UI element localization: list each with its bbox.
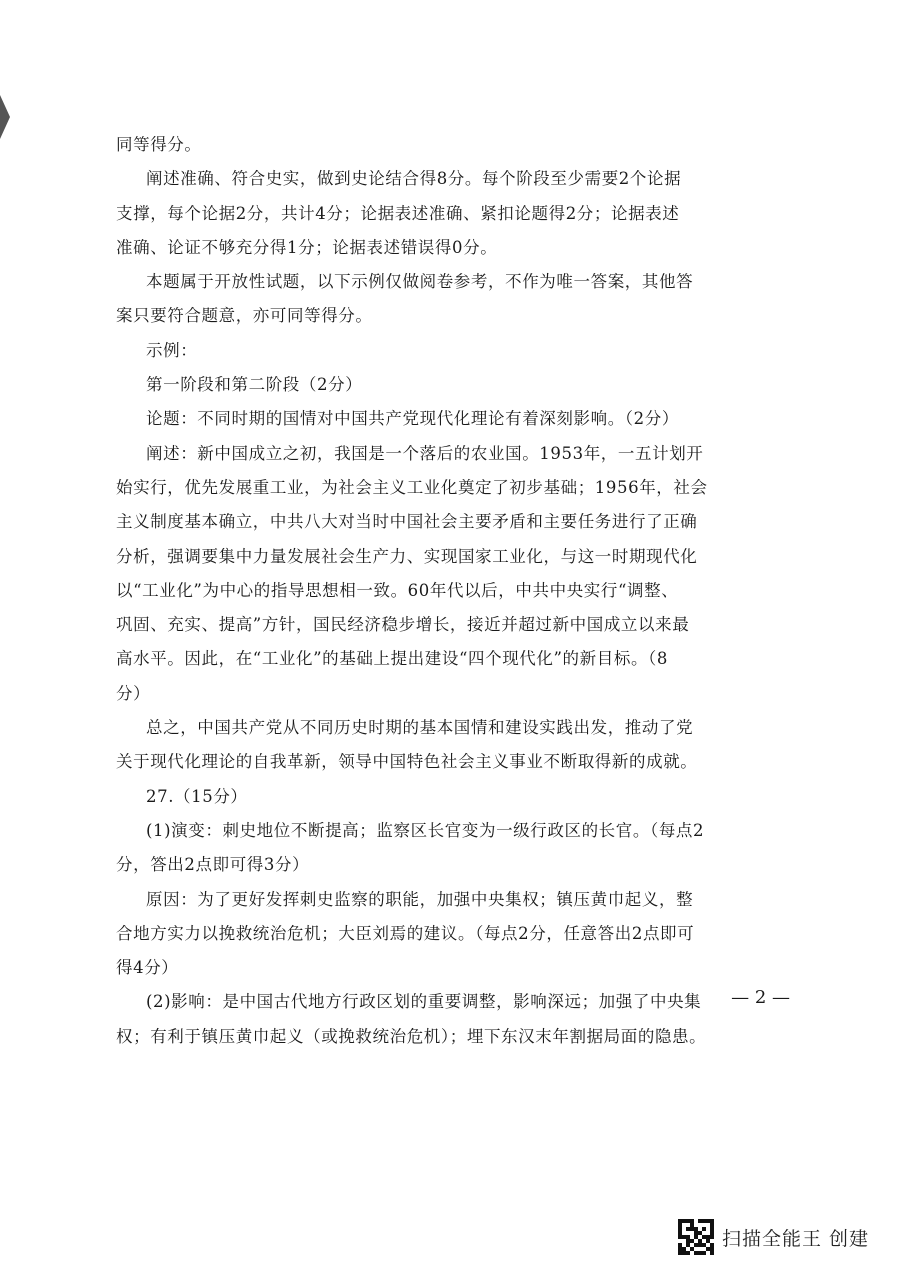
- text-line: 得4分）: [116, 958, 179, 978]
- text-line: 支撑，每个论据2分，共计4分；论据表述准确、紧扣论题得2分；论据表述: [116, 203, 680, 223]
- scan-edge-mark: [0, 95, 10, 139]
- text-line: 准确、论证不够充分得1分；论据表述错误得0分。: [116, 237, 498, 257]
- text-line: 总之，中国共产党从不同历史时期的基本国情和建设实践出发，推动了党: [146, 718, 694, 738]
- text-line: 本题属于开放性试题，以下示例仅做阅卷参考，不作为唯一答案，其他答: [146, 272, 694, 292]
- text-line: 示例：: [146, 340, 198, 360]
- text-line: 以“工业化”为中心的指导思想相一致。60年代以后，中共中央实行“调整、: [116, 580, 679, 600]
- page-number: — 2 —: [731, 987, 790, 1008]
- text-line: 27.（15分）: [146, 786, 248, 806]
- qr-code-icon: [678, 1219, 714, 1255]
- scanner-watermark: [678, 1218, 869, 1256]
- text-line: 合地方实力以挽救统治危机；大臣刘焉的建议。（每点2分，任意答出2点即可: [116, 923, 695, 943]
- text-line: 高水平。因此，在“工业化”的基础上提出建设“四个现代化”的新目标。（8: [116, 649, 668, 669]
- text-line: 阐述：新中国成立之初，我国是一个落后的农业国。1953年，一五计划开: [146, 443, 704, 463]
- text-line: (2)影响：是中国古代地方行政区划的重要调整，影响深远；加强了中央集: [146, 992, 702, 1012]
- text-line: 始实行，优先发展重工业，为社会主义工业化奠定了初步基础；1956年，社会: [116, 477, 708, 497]
- text-line: 原因：为了更好发挥刺史监察的职能，加强中央集权；镇压黄巾起义，整: [146, 889, 694, 909]
- text-line: 权；有利于镇压黄巾起义（或挽救统治危机）；埋下东汉末年割据局面的隐患。: [116, 1026, 707, 1046]
- text-line: 巩固、充实、提高”方针，国民经济稳步增长，接近并超过新中国成立以来最: [116, 615, 690, 635]
- scanner-brand-text: 扫描全能王 创建: [722, 1227, 870, 1250]
- text-line: 分析，强调要集中力量发展社会生产力、实现国家工业化，与这一时期现代化: [116, 546, 698, 566]
- text-line: 论题：不同时期的国情对中国共产党现代化理论有着深刻影响。（2分）: [146, 409, 679, 429]
- text-line: 阐述准确、符合史实，做到史论结合得8分。每个阶段至少需要2个论据: [146, 169, 682, 189]
- document-body: [116, 128, 792, 1054]
- text-line: 主义制度基本确立，中共八大对当时中国社会主要矛盾和主要任务进行了正确: [116, 512, 698, 532]
- text-line: (1)演变：刺史地位不断提高；监察区长官变为一级行政区的长官。（每点2: [146, 820, 705, 840]
- text-line: 关于现代化理论的自我革新，领导中国特色社会主义事业不断取得新的成就。: [116, 752, 698, 772]
- text-line: 分）: [116, 683, 151, 703]
- text-line: 分，答出2点即可得3分）: [116, 855, 310, 875]
- text-line: 案只要符合题意，亦可同等得分。: [116, 306, 373, 326]
- text-line: 同等得分。: [116, 135, 202, 154]
- text-line: 第一阶段和第二阶段（2分）: [146, 375, 363, 395]
